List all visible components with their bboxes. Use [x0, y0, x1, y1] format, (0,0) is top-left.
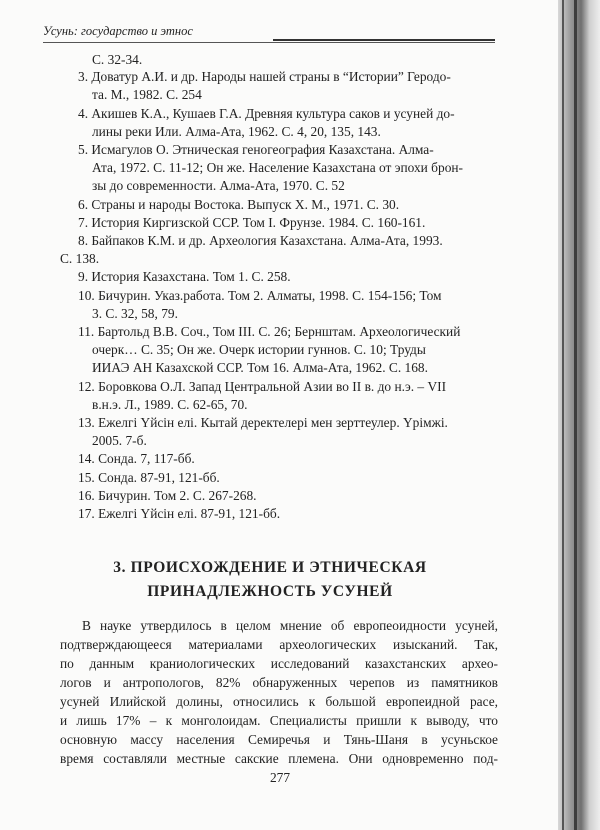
reference-line: 4. Акишев К.А., Кушаев Г.А. Древняя культура саков и усуней до- — [78, 106, 455, 121]
reference-line: 17. Ежелгі Үйсін елі. 87-91, 121-бб. — [78, 506, 281, 521]
body-text-line: подтверждающееся материалами археологических изысканий. Так, — [60, 637, 498, 652]
header-rule-lower — [43, 42, 495, 43]
reference-line: в.н.э. Л., 1989. С. 62-65, 70. — [92, 397, 248, 412]
spine-fold-line — [574, 0, 577, 830]
spine-edge-line — [562, 0, 564, 830]
reference-line: 2005. 7-б. — [92, 433, 147, 448]
reference-line: 13. Ежелгі Үйсін елі. Кытай деректелері мен зерттеулер. Үрімжі. — [78, 415, 448, 430]
body-text-line: время составляли местные сакские племена. Они одновременно под- — [60, 751, 498, 766]
reference-line: зы до современности. Алма-Ата, 1970. С. 52 — [92, 178, 345, 193]
reference-line: С. 138. — [60, 251, 100, 266]
reference-line: Ата, 1972. С. 11-12; Он же. Население Казахстана от эпохи брон- — [92, 160, 464, 175]
reference-line: 11. Бартольд В.В. Соч., Том III. С. 26; Бернштам. Археологический — [78, 324, 461, 339]
reference-line: 10. Бичурин. Указ.работа. Том 2. Алматы, 1998. С. 154-156; Том — [78, 288, 442, 303]
reference-line: лины реки Или. Алма-Ата, 1962. С. 4, 20, 135, 143. — [92, 124, 381, 139]
body-text-line: В науке утвердилось в целом мнение об европеоидности усуней, — [82, 618, 498, 633]
section-title-line: 3. ПРОИСХОЖДЕНИЕ И ЭТНИЧЕСКАЯ — [113, 559, 427, 576]
body-text-line: усуней Илийской долины, относились к большой европеидной расе, — [60, 694, 498, 709]
body-text-line: по данным краниологических исследований казахстанских архео- — [60, 656, 498, 671]
page-number: 277 — [269, 770, 291, 785]
reference-line: 6. Страны и народы Востока. Выпуск Х. М., 1971. С. 30. — [78, 197, 400, 212]
reference-line: 16. Бичурин. Том 2. С. 267-268. — [78, 488, 257, 503]
reference-line: очерк… С. 35; Он же. Очерк истории гуннов. С. 10; Труды — [92, 342, 426, 357]
body-text-line: логов и антропологов, 82% обнаруженных черепов из памятников — [60, 675, 498, 690]
running-title: Усунь: государство и этнос — [43, 24, 193, 38]
reference-line: 5. Исмагулов О. Этническая геногеография Казахстана. Алма- — [78, 142, 434, 157]
reference-line: 3. С. 32, 58, 79. — [92, 306, 178, 321]
reference-line: 8. Байпаков К.М. и др. Археология Казахстана. Алма-Ата, 1993. — [78, 233, 443, 248]
reference-line: 12. Боровкова О.Л. Запад Центральной Азии во II в. до н.э. – VII — [78, 379, 447, 394]
reference-line: 14. Сонда. 7, 117-бб. — [78, 451, 195, 466]
header-rule — [273, 39, 495, 41]
reference-line: 15. Сонда. 87-91, 121-бб. — [78, 470, 220, 485]
reference-line: 9. История Казахстана. Том 1. С. 258. — [78, 269, 291, 284]
reference-line: ИИАЭ АН Казахской ССР. Том 16. Алма-Ата, 1962. С. 168. — [92, 360, 428, 375]
body-text-line: основную массу населения Семиречья и Тянь-Шаня в усуньское — [60, 732, 498, 747]
book-spine-shadow — [558, 0, 600, 830]
reference-line: 7. История Киргизской ССР. Том I. Фрунзе. 1984. С. 160-161. — [78, 215, 426, 230]
running-header — [43, 24, 495, 40]
reference-line: С. 32-34. — [92, 52, 143, 67]
section-title-line: ПРИНАДЛЕЖНОСТЬ УСУНЕЙ — [147, 583, 393, 600]
reference-line: та. М., 1982. С. 254 — [92, 87, 202, 102]
body-text-line: и лишь 17% – к монголоидам. Специалисты пришли к выводу, что — [60, 713, 498, 728]
reference-line: 3. Доватур А.И. и др. Народы нашей страны в “Истории” Геродо- — [78, 69, 451, 84]
